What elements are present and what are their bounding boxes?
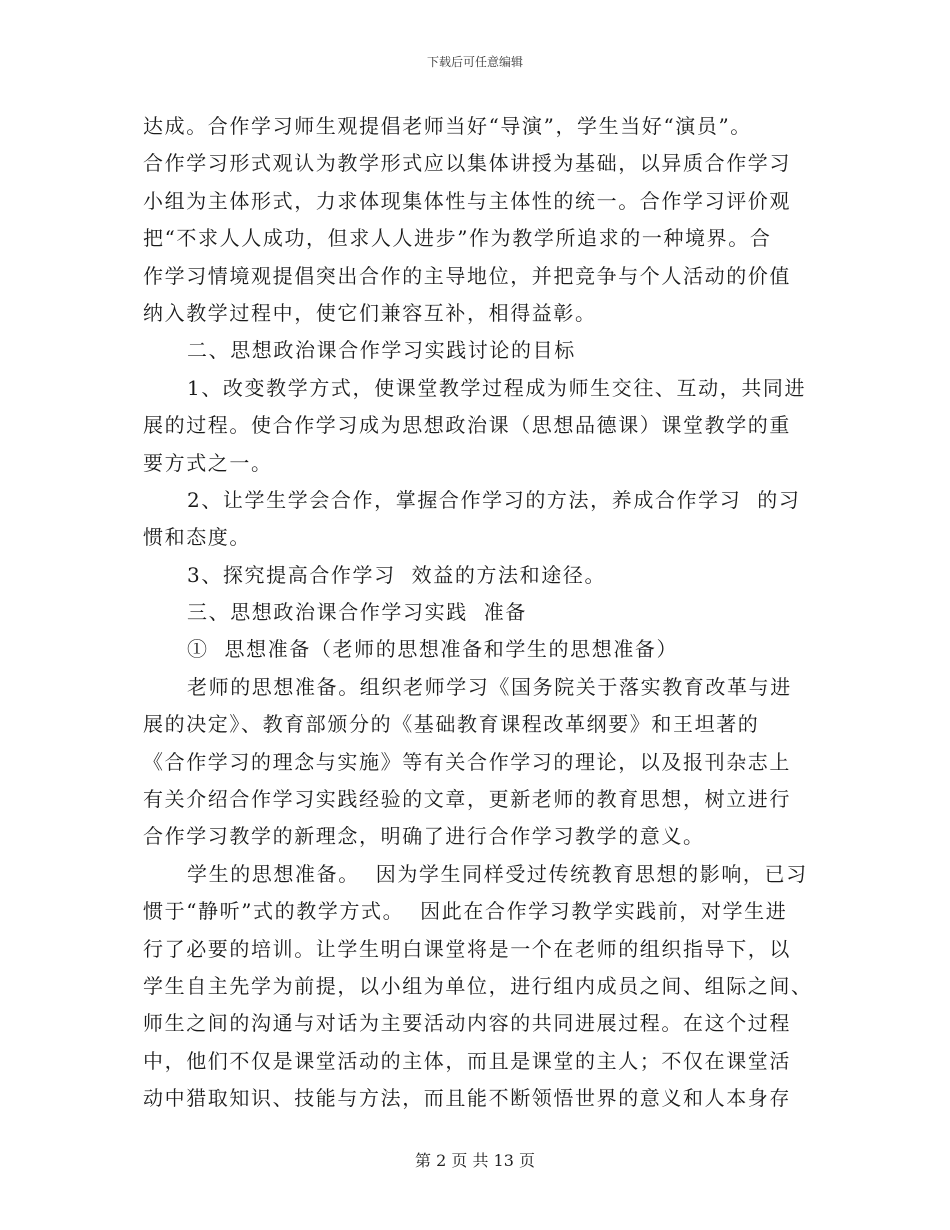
text-line: 1、改变教学方式，使课堂教学过程成为师生交往、互动，共同进 <box>187 375 807 400</box>
text-line: 惯于“静听”式的教学方式。 因此在合作学习教学实践前，对学生进 <box>143 899 788 924</box>
text-line: 合作学习教学的新理念，明确了进行合作学习教学的意义。 <box>143 824 705 849</box>
text-line: 达成。合作学习师生观提倡老师当好“导演”，学生当好“演员”。 <box>143 114 752 138</box>
text-line: 二、思想政治课合作学习实践讨论的目标 <box>187 338 576 363</box>
text-line: 2、让学生学会合作，掌握合作学习的方法，养成合作学习 的习 <box>187 487 801 512</box>
text-line: 中，他们不仅是课堂活动的主体，而且是课堂的主人；不仅在课堂活 <box>143 1048 791 1073</box>
text-line: 要方式之一。 <box>143 450 273 475</box>
text-line: 把“不求人人成功，但求人人进步”作为教学所追求的一种境界。合 <box>143 226 772 251</box>
text-line: 《合作学习的理念与实施》等有关合作学习的理论，以及报刊杂志上 <box>143 749 791 774</box>
text-line: 展的决定》、教育部颁分的《基础教育课程改革纲要》和王坦著的 <box>143 712 760 737</box>
text-line: 师生之间的沟通与对话为主要活动内容的共同进展过程。在这个过程 <box>143 1011 791 1036</box>
page-number: 第 2 页 共 13 页 <box>415 1151 535 1170</box>
text-line: 合作学习形式观认为教学形式应以集体讲授为基础，以异质合作学习 <box>143 151 791 176</box>
text-line: 三、思想政治课合作学习实践 准备 <box>187 600 527 625</box>
document-body <box>143 108 813 1118</box>
text-line: 动中猎取知识、技能与方法，而且能不断领悟世界的意义和人本身存 <box>143 1086 791 1111</box>
text-line: 纳入教学过程中，使它们兼容互补，相得益彰。 <box>143 300 597 325</box>
text-line: 3、探究提高合作学习 效益的方法和途径。 <box>187 562 607 587</box>
text-line: 小组为主体形式，力求体现集体性与主体性的统一。合作学习评价观 <box>143 188 791 213</box>
text-line: 有关介绍合作学习实践经验的文章，更新老师的教育思想，树立进行 <box>143 787 791 812</box>
page-header-note: 下载后可任意编辑 <box>426 55 523 69</box>
text-line: 老师的思想准备。组织老师学习《国务院关于落实教育改革与进 <box>187 674 792 699</box>
text-line: ① 思想准备（老师的思想准备和学生的思想准备） <box>187 637 679 662</box>
text-line: 学生的思想准备。 因为学生同样受过传统教育思想的影响，已习 <box>187 861 808 886</box>
text-line: 行了必要的培训。让学生明白课堂将是一个在老师的组织指导下，以 <box>143 936 791 961</box>
text-line: 学生自主先学为前提，以小组为单位，进行组内成员之间、组际之间、 <box>143 973 813 998</box>
text-line: 惯和态度。 <box>143 525 251 550</box>
text-line: 作学习情境观提倡突出合作的主导地位，并把竞争与个人活动的价值 <box>143 263 791 288</box>
text-line: 展的过程。使合作学习成为思想政治课（思想品德课）课堂教学的重 <box>143 413 791 438</box>
